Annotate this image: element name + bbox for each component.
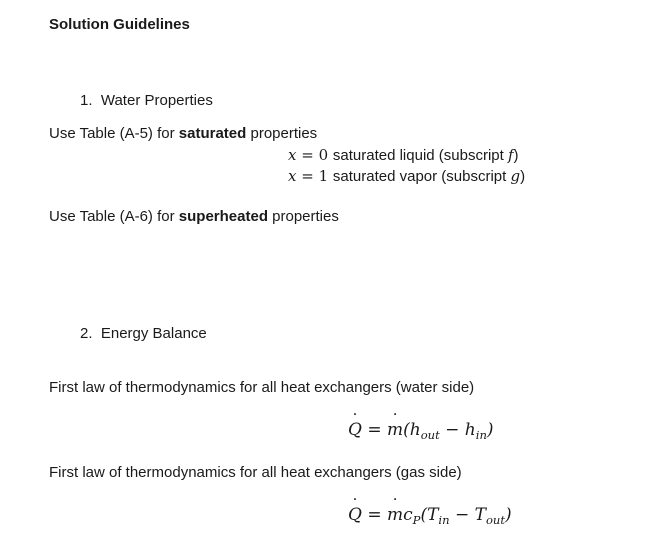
gas-side-text: First law of thermodynamics for all heat exchangers (gas side) xyxy=(49,464,462,481)
saturated-line-suffix: properties xyxy=(246,125,318,142)
eq-water-out-sub: out xyxy=(420,428,440,443)
eq-water-close: ) xyxy=(486,420,494,440)
superheated-keyword: superheated xyxy=(178,208,268,225)
section-1-number: 1. xyxy=(80,92,93,109)
saturated-line-prefix: Use Table (A-5) for xyxy=(49,125,179,142)
section-2-number: 2. xyxy=(80,325,93,342)
x0-variable: x xyxy=(288,146,297,164)
eq-gas-out-sub: out xyxy=(485,513,505,528)
x0-subscript: f xyxy=(507,146,514,164)
document-title: Solution Guidelines xyxy=(49,16,190,33)
x0-close: ) xyxy=(513,147,519,164)
section-2-heading xyxy=(80,325,207,342)
superheated-line-prefix: Use Table (A-6) for xyxy=(49,208,179,225)
eq-gas-c: c xyxy=(403,505,413,525)
saturated-table-line xyxy=(49,125,317,142)
eq-gas-close: ) xyxy=(504,505,512,525)
saturated-keyword: saturated xyxy=(178,125,247,142)
m-dot-gas: ˙ m xyxy=(387,505,403,525)
superheated-table-line xyxy=(49,208,339,225)
quality-x1-line xyxy=(288,167,525,185)
x1-text: saturated vapor (subscript xyxy=(332,168,511,185)
x0-text: saturated liquid (subscript xyxy=(332,147,508,164)
eq-water-in-sub: in xyxy=(475,428,487,443)
eq-water-open: (h xyxy=(403,420,421,440)
x1-subscript: g xyxy=(510,167,521,185)
q-dot-gas: ˙ Q xyxy=(348,505,362,525)
superheated-line-suffix: properties xyxy=(267,208,339,225)
eq-gas-p-sub: P xyxy=(412,513,421,528)
q-dot-water: ˙ Q xyxy=(348,420,362,440)
x1-variable: x xyxy=(288,167,297,185)
section-1-title: Water Properties xyxy=(100,92,213,109)
eq-gas-minus: − T xyxy=(449,505,486,525)
section-2-title: Energy Balance xyxy=(100,325,207,342)
quality-x0-line xyxy=(288,146,519,164)
gas-side-equation: ˙ Q = ˙ $mc_P(T_{in} - T_{out})$ xyxy=(348,505,512,525)
eq-gas-in-sub: in xyxy=(438,513,450,528)
x0-equals: = 0 xyxy=(296,146,333,164)
eq-gas-open: (T xyxy=(420,505,439,525)
water-side-equation: ˙ Q = ˙ $m(h_{out} - h_{in})$ xyxy=(348,420,494,440)
m-dot-water: ˙ m xyxy=(387,420,403,440)
x1-close: ) xyxy=(520,168,526,185)
x1-equals: = 1 xyxy=(296,167,333,185)
eq-water-minus: − h xyxy=(439,420,476,440)
water-side-text: First law of thermodynamics for all heat exchangers (water side) xyxy=(49,379,475,396)
section-1-heading xyxy=(80,92,213,109)
